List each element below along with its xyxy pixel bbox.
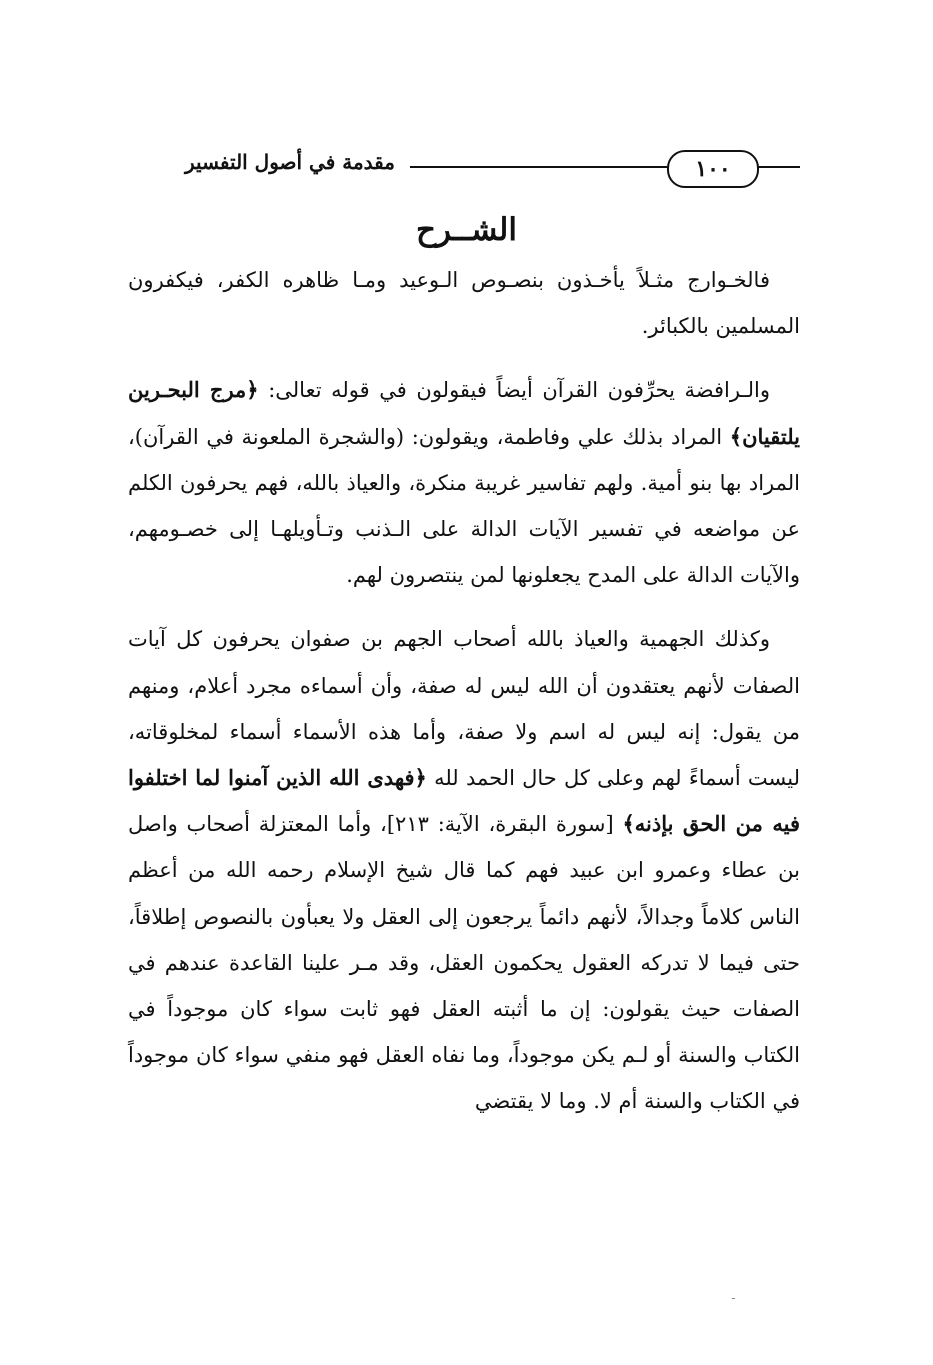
paragraph-rafida [128, 367, 800, 598]
body-text [128, 257, 800, 1143]
paragraph-text: وكذلك الجهمية والعياذ بالله أصحاب الجهم بن صفوان يحرفون كل آيات الصفات لأنهم يعتقدون أن الله ليس له صفة، وأن أسماءه مجرد أعلام، ومنهم من يقول: إنه ليس له اسم ولا صفة، وأما هذه الأسماء أسماء لمخلوقاته، ليست أسماءً لهم وعلى كل حال الحمد لله [128, 627, 800, 791]
page-number: ١٠٠ [667, 150, 759, 188]
paragraph-text: فالخـوارج مثـلاً يأخـذون بنصـوص الـوعيد ومـا ظاهره الكفر، فيكفرون المسلمين بالكبائر. [128, 268, 800, 339]
paragraph-text: المراد بذلك علي وفاطمة، ويقولون: (والشجرة الملعونة في القرآن)، المراد بها بنو أمية. ولهم تفاسير غريبة منكرة، والعياذ بالله، فهم يحرفون الكلم عن مواضعه في تفسير الآيات الدالة على الـذنب وتـأويلهـا إلى خصـومهم، والآيات الدالة على المدح يجعلونها لمن ينتصرون لهم. [128, 424, 800, 588]
quran-quote: ﴿فهدى الله الذين آمنوا لما اختلفوا فيه من الحق بإذنه﴾ [128, 765, 801, 837]
quran-quote: ﴿مرج البحـرين يلتقيان﴾ [128, 377, 800, 449]
section-title: الشــرح [416, 212, 517, 248]
paragraph-jahmiyya [128, 616, 800, 1124]
paragraph-text: [سورة البقرة، الآية: ٢١٣]، وأما المعتزلة أصحاب واصل بن عطاء وعمرو ابن عبيد فهم كما قال شيخ الإسلام رحمه الله من أعظم الناس كلاماً وجدالاً، لأنهم دائماً يرجعون إلى العقل ولا يعبأون بالنصوص إطلاقاً، حتى فيما لا تدركه العقول يحكمون العقل، وقد مـر علينا القاعدة عندهم في الصفات حيث يقولون: إن ما أثبته العقل فهو ثابت سواء كان موجوداً في الكتاب والسنة أو لـم يكن موجوداً، وما نفاه العقل فهو منفي سواء كان موجوداً في الكتاب والسنة أم لا. وما لا يقتضي [128, 812, 800, 1114]
running-header [95, 150, 800, 190]
header-rule-middle [410, 166, 710, 168]
paragraph-text: والـرافضة يحرِّفون القرآن أيضاً فيقولون في قوله تعالى: [258, 378, 770, 403]
page-speck [732, 1298, 735, 1299]
paragraph-khawarij [128, 257, 800, 349]
book-title: مقدمة في أصول التفسير [185, 150, 395, 174]
